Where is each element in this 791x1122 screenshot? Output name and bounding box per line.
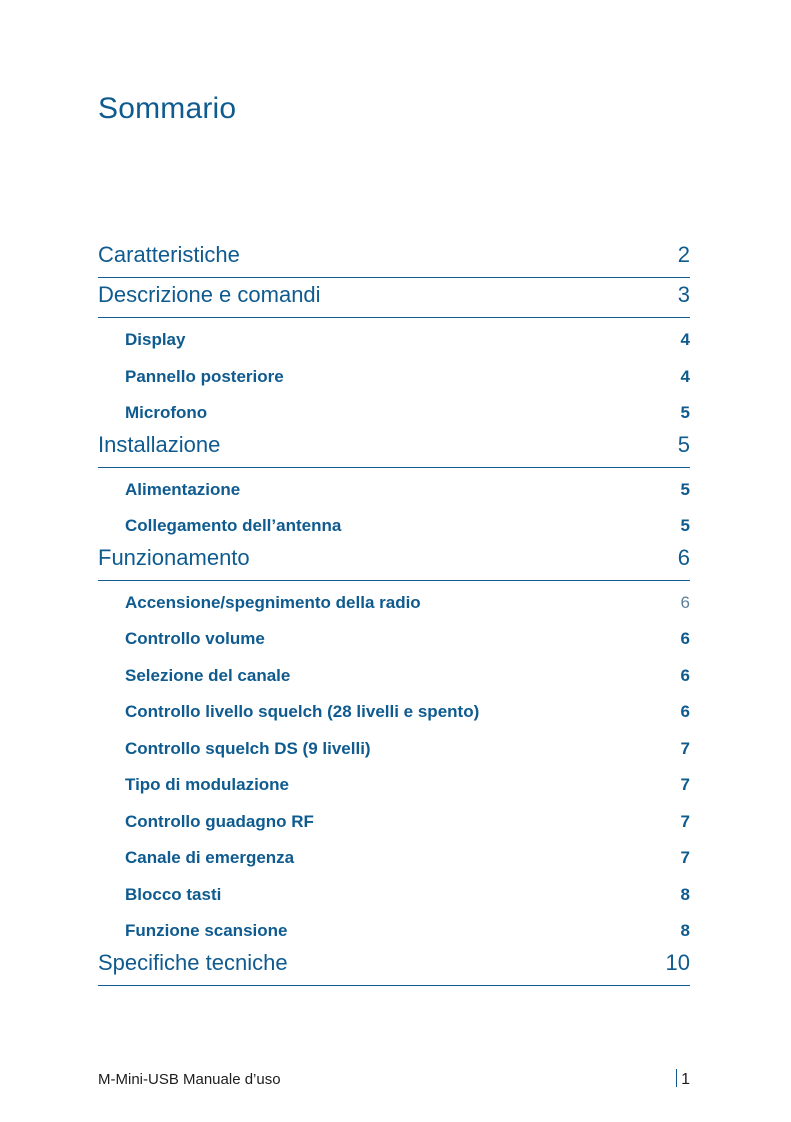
- toc-entry-label: Microfono: [125, 403, 208, 422]
- toc-entry-label: Collegamento dell’antenna: [125, 516, 342, 535]
- toc-subsection-entry[interactable]: [98, 692, 690, 729]
- toc-subsection-entry[interactable]: [98, 729, 690, 766]
- toc-entry-page: 10: [665, 949, 690, 975]
- toc-entry-label: Funzione scansione: [125, 921, 288, 940]
- toc-subsection-entry[interactable]: [98, 802, 690, 839]
- toc-entry-label: Display: [125, 330, 186, 349]
- toc-entry-label: Controllo livello squelch (28 livelli e spento): [125, 702, 480, 721]
- toc-entry-label: Blocco tasti: [125, 884, 222, 904]
- footer-manual-name: M-Mini-USB Manuale d’uso: [98, 1071, 281, 1088]
- toc-subsection-entry[interactable]: [98, 656, 690, 693]
- toc-entry-label: Controllo volume: [125, 629, 265, 648]
- toc-section-entry[interactable]: [98, 948, 690, 986]
- toc-entry-page: 8: [680, 884, 690, 904]
- toc-subsection-entry[interactable]: [98, 357, 690, 394]
- toc-section-entry[interactable]: [98, 543, 690, 581]
- toc-subsection-entry[interactable]: [98, 619, 690, 656]
- toc-subsection-entry[interactable]: [98, 506, 690, 543]
- toc-subsection-entry[interactable]: [98, 875, 690, 912]
- toc-section-entry[interactable]: [98, 280, 690, 318]
- toc-subsection-entry[interactable]: [98, 470, 690, 507]
- footer-separator: [676, 1069, 678, 1087]
- toc-entry-label: Descrizione e comandi: [98, 282, 321, 307]
- toc-subsection-entry[interactable]: [98, 393, 690, 430]
- toc-entry-label: Caratteristiche: [98, 242, 240, 267]
- toc-entry-label: Controllo squelch DS (9 livelli): [125, 738, 371, 758]
- table-of-contents: [98, 240, 690, 988]
- toc-entry-page: 5: [680, 516, 690, 535]
- footer-page-number-group: [676, 1066, 690, 1089]
- toc-subsection-entry[interactable]: [98, 838, 690, 875]
- toc-subsection-entry[interactable]: [98, 320, 690, 357]
- toc-entry-label: Funzionamento: [98, 544, 250, 570]
- toc-entry-label: Alimentazione: [125, 479, 241, 499]
- toc-entry-page: 5: [677, 431, 690, 457]
- toc-entry-label: Controllo guadagno RF: [125, 811, 314, 831]
- toc-entry-page: 4: [680, 330, 690, 349]
- toc-section-entry[interactable]: [98, 430, 690, 468]
- footer-page-number: 1: [681, 1071, 690, 1088]
- toc-entry-page: 7: [680, 738, 690, 758]
- toc-entry-page: 6: [680, 665, 690, 685]
- toc-entry-page: 7: [680, 811, 690, 831]
- toc-entry-label: Specifiche tecniche: [98, 949, 288, 975]
- toc-entry-label: Installazione: [98, 431, 221, 457]
- toc-entry-page: 6: [680, 702, 690, 721]
- toc-entry-label: Accensione/spegnimento della radio: [125, 592, 421, 612]
- toc-subsection-entry[interactable]: [98, 583, 690, 620]
- toc-entry-page: 6: [680, 592, 690, 612]
- toc-entry-page: 5: [680, 479, 690, 499]
- page-footer: [98, 1066, 690, 1089]
- toc-entry-page: 7: [680, 848, 690, 867]
- toc-entry-page: 2: [677, 242, 690, 267]
- toc-subsection-entry[interactable]: [98, 765, 690, 802]
- toc-entry-page: 5: [680, 403, 690, 422]
- toc-entry-page: 7: [680, 775, 690, 794]
- toc-entry-label: Tipo di modulazione: [125, 775, 290, 794]
- toc-entry-page: 3: [677, 282, 690, 307]
- toc-entry-label: Canale di emergenza: [125, 848, 295, 867]
- toc-entry-page: 6: [677, 544, 690, 570]
- page-title: Sommario: [98, 92, 237, 126]
- toc-entry-label: Pannello posteriore: [125, 366, 284, 386]
- toc-entry-page: 6: [680, 629, 690, 648]
- toc-entry-label: Selezione del canale: [125, 665, 291, 685]
- toc-subsection-entry[interactable]: [98, 911, 690, 948]
- toc-section-entry[interactable]: [98, 240, 690, 278]
- toc-entry-page: 4: [680, 366, 690, 386]
- toc-entry-page: 8: [680, 921, 690, 940]
